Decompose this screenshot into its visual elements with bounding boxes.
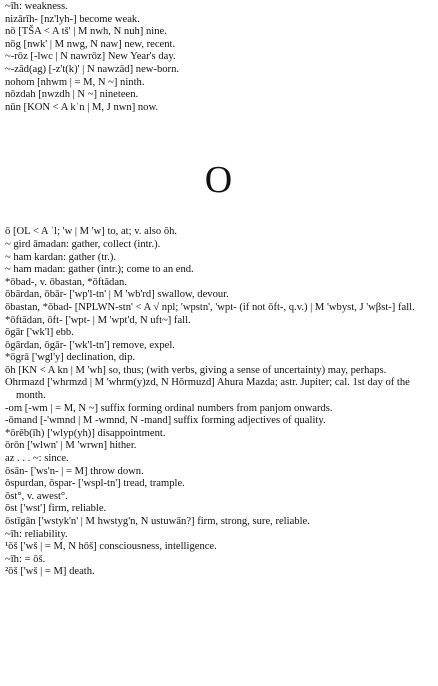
dict-entry: ōspurdan, ōspar- ['wspl-tn'] tread, trample. bbox=[5, 478, 185, 490]
dict-entry: ²ōš ['wš | = M] death. bbox=[5, 566, 95, 578]
dict-entry: ōst°, v. awest°. bbox=[5, 490, 68, 502]
dict-entry: ōgār ['wk'l] ebb. bbox=[5, 327, 74, 339]
dict-entry: *ōrēb(īh) ['wlyp(yh)] disappointment. bbox=[5, 427, 166, 439]
dict-entry: *ōbad-, v. ōbastan, *ōftādan. bbox=[5, 276, 127, 288]
section-letter-heading: O bbox=[204, 159, 233, 202]
dict-entry: ō [OL < A ʿl; 'w | M 'w] to, at; v. also ōh. bbox=[5, 226, 178, 238]
dict-entry: *ōftādan, ōft- ['wpt- | M 'wpt'd, N uft~] fall. bbox=[5, 314, 191, 326]
dict-entry: ōrōn ['wlwn' | M 'wrwn] hither. bbox=[5, 440, 137, 452]
dict-entry: nūn [KON < A kʿn | M, J nwn] now. bbox=[5, 101, 159, 113]
dict-entry: ōh [KN < A kn | M 'wh] so, thus; (with verbs, giving a sense of uncertainty) may, perhaps. bbox=[5, 364, 387, 376]
dict-entry: ōgārdan, ōgār- ['wk'l-tn'] remove, expel. bbox=[5, 339, 175, 351]
dict-entry: Ohrmazd ['whrmzd | M 'whrm(y)zd, N Hōrmuzd] Ahura Mazda; astr. Jupiter; cal. 1st day of the month. bbox=[5, 377, 410, 402]
dict-entry: ~īh: reliability. bbox=[5, 528, 68, 540]
dict-entry: -ōmand [-'wmnd | M -wmnd, N -mand] suffix forming adjectives of quality. bbox=[5, 415, 326, 427]
dict-entry: ~ ham madan: gather (intr.); come to an end. bbox=[5, 264, 194, 276]
dict-entry: -om [-wm | = M, N ~] suffix forming ordinal numbers from panjom onwards. bbox=[5, 402, 333, 414]
dict-entry: ~ ham kardan: gather (tr.). bbox=[5, 251, 117, 263]
dict-entry: *ōgrā ['wgl'y] declination, dip. bbox=[5, 352, 136, 364]
dict-entry: ōsān- ['ws'n- | = M] throw down. bbox=[5, 465, 144, 477]
dict-entry: ōbastan, *ōbad- [NPLWN-stn' < A √ npl; 'wpstn', 'wpt- (if not ōft-, q.v.) | M 'wbyst, J 'wβst-] fall. bbox=[5, 301, 415, 313]
dict-entry: nohom [nhwm | = M, N ~] ninth. bbox=[5, 76, 145, 88]
entries-before bbox=[5, 1, 432, 114]
dict-entry: ōstīgān ['wstyk'n' | M hwstyg'n, N ustuwān?] firm, strong, sure, reliable. bbox=[5, 516, 310, 527]
dict-entry: nōzdah [nwzdh | N ~] nineteen. bbox=[5, 89, 139, 101]
dict-entry: nōg [nwk' | M nwg, N naw] new, recent. bbox=[5, 38, 176, 50]
dict-entry: ~īh: weakness. bbox=[5, 1, 68, 12]
dict-entry: az . . . ~: since. bbox=[5, 453, 69, 465]
dict-entry: ~-rōz [-lwc | N nawrōz] New Year's day. bbox=[5, 51, 176, 63]
entries-after bbox=[5, 226, 432, 579]
dict-entry: ~ gird āmadan: gather, collect (intr.). bbox=[5, 238, 161, 250]
dict-entry: ~īh: = ōš. bbox=[5, 553, 46, 565]
dict-entry: nō [TŠA < A tš' | M nwh, N nuh] nine. bbox=[5, 26, 167, 38]
dict-entry: nizārīh- [nz'lyh-] become weak. bbox=[5, 13, 140, 25]
dict-entry: ~-zād(ag) [-z't(k)' | N nawzād] new-born. bbox=[5, 63, 180, 75]
dict-entry: ōst ['wst'] firm, reliable. bbox=[5, 503, 107, 515]
dict-entry: ¹ōš ['wš | = M, N hōš] consciousness, intelligence. bbox=[5, 541, 217, 553]
dict-entry: ōbārdan, ōbār- ['wp'l-tn' | M 'wb'rd] swallow, devour. bbox=[5, 289, 229, 301]
